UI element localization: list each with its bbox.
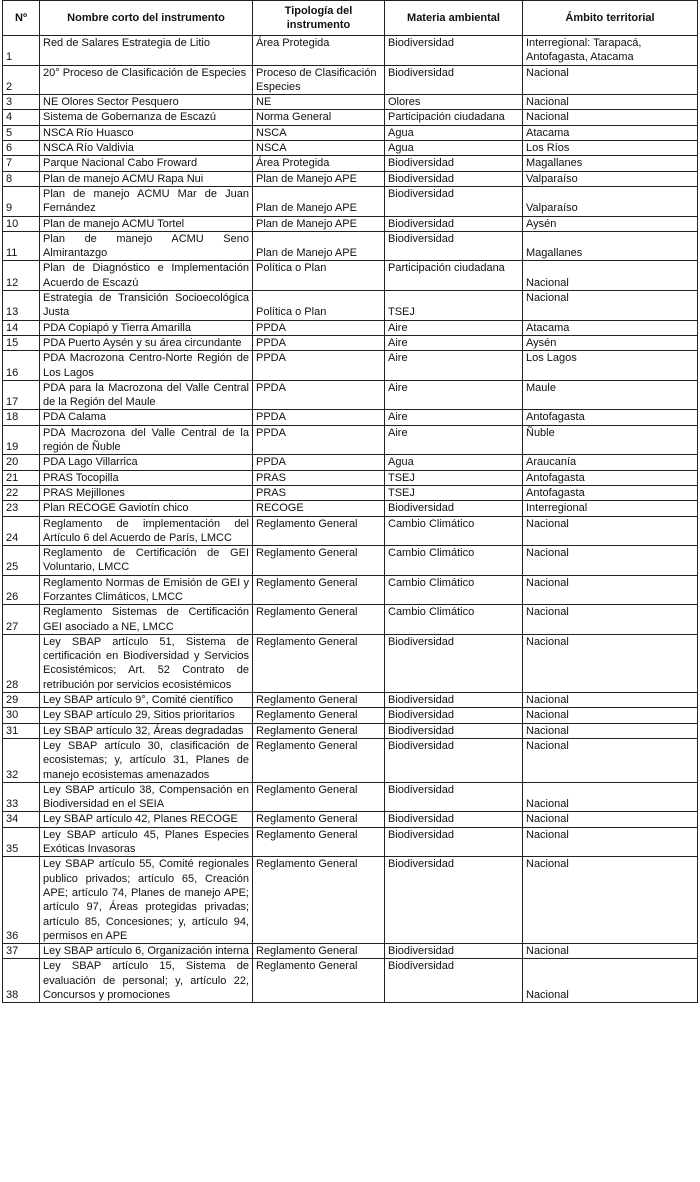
cell-ambito: Araucanía — [523, 455, 698, 470]
cell-ambito: Magallanes — [523, 231, 698, 261]
cell-numero: 13 — [3, 291, 40, 321]
cell-tipologia: Plan de Manejo APE — [253, 186, 385, 216]
cell-ambito: Aysén — [523, 216, 698, 231]
cell-nombre: Ley SBAP artículo 30, clasificación de ecosistemas; y, artículo 31, Planes de manejo ecosistemas amenazados — [40, 738, 253, 782]
cell-tipologia: PPDA — [253, 380, 385, 410]
cell-tipologia: PPDA — [253, 425, 385, 455]
cell-numero: 29 — [3, 693, 40, 708]
table-row — [3, 959, 698, 1003]
cell-numero: 8 — [3, 171, 40, 186]
table-row — [3, 335, 698, 350]
cell-nombre: Plan de Diagnóstico e Implementación Acuerdo de Escazú — [40, 261, 253, 291]
cell-tipologia: Plan de Manejo APE — [253, 216, 385, 231]
cell-nombre: Plan de manejo ACMU Rapa Nui — [40, 171, 253, 186]
cell-nombre: Reglamento Sistemas de Certificación GEI asociado a NE, LMCC — [40, 605, 253, 635]
table-row — [3, 634, 698, 692]
cell-ambito: Nacional — [523, 782, 698, 812]
cell-tipologia: Reglamento General — [253, 516, 385, 546]
cell-numero: 30 — [3, 708, 40, 723]
cell-numero: 3 — [3, 95, 40, 110]
table-row — [3, 546, 698, 576]
cell-tipologia: Reglamento General — [253, 857, 385, 944]
cell-numero: 20 — [3, 455, 40, 470]
cell-numero: 34 — [3, 812, 40, 827]
table-row — [3, 485, 698, 500]
table-row — [3, 141, 698, 156]
cell-materia: Cambio Climático — [385, 575, 523, 605]
cell-nombre: Ley SBAP artículo 51, Sistema de certificación en Biodiversidad y Servicios Ecosistémicos; Art. 52 Contrato de retribución por servicios ecosistémicos — [40, 634, 253, 692]
cell-nombre: NE Olores Sector Pesquero — [40, 95, 253, 110]
cell-ambito: Nacional — [523, 95, 698, 110]
cell-ambito: Nacional — [523, 693, 698, 708]
cell-numero: 23 — [3, 501, 40, 516]
cell-nombre: PDA Calama — [40, 410, 253, 425]
cell-ambito: Los Ríos — [523, 141, 698, 156]
cell-materia: Biodiversidad — [385, 231, 523, 261]
cell-nombre: Plan de manejo ACMU Tortel — [40, 216, 253, 231]
cell-ambito: Maule — [523, 380, 698, 410]
cell-numero: 22 — [3, 485, 40, 500]
cell-tipologia: Proceso de Clasificación Especies — [253, 65, 385, 95]
cell-nombre: PRAS Mejillones — [40, 485, 253, 500]
cell-numero: 12 — [3, 261, 40, 291]
cell-materia: Biodiversidad — [385, 723, 523, 738]
cell-numero: 17 — [3, 380, 40, 410]
cell-materia: Biodiversidad — [385, 216, 523, 231]
header-numero: Nº — [3, 1, 40, 36]
cell-nombre: Ley SBAP artículo 29, Sitios prioritarios — [40, 708, 253, 723]
cell-materia: Biodiversidad — [385, 171, 523, 186]
cell-numero: 19 — [3, 425, 40, 455]
cell-nombre: Ley SBAP artículo 45, Planes Especies Exóticas Invasoras — [40, 827, 253, 857]
cell-materia: Agua — [385, 455, 523, 470]
table-row — [3, 171, 698, 186]
cell-materia: Cambio Climático — [385, 605, 523, 635]
cell-tipologia: Norma General — [253, 110, 385, 125]
cell-ambito: Atacama — [523, 125, 698, 140]
cell-numero: 10 — [3, 216, 40, 231]
cell-nombre: Ley SBAP artículo 38, Compensación en Biodiversidad en el SEIA — [40, 782, 253, 812]
cell-materia: Biodiversidad — [385, 156, 523, 171]
cell-nombre: Reglamento de implementación del Artículo 6 del Acuerdo de París, LMCC — [40, 516, 253, 546]
table-row — [3, 857, 698, 944]
table-row — [3, 827, 698, 857]
cell-ambito: Nacional — [523, 291, 698, 321]
cell-nombre: PDA Copiapó y Tierra Amarilla — [40, 320, 253, 335]
cell-nombre: PDA Lago Villarrica — [40, 455, 253, 470]
cell-tipologia: Área Protegida — [253, 156, 385, 171]
cell-materia: TSEJ — [385, 470, 523, 485]
table-row — [3, 470, 698, 485]
cell-materia: Participación ciudadana — [385, 261, 523, 291]
cell-materia: TSEJ — [385, 485, 523, 500]
cell-nombre: Reglamento Normas de Emisión de GEI y Forzantes Climáticos, LMCC — [40, 575, 253, 605]
cell-materia: Cambio Climático — [385, 516, 523, 546]
cell-tipologia: PPDA — [253, 335, 385, 350]
cell-materia: Biodiversidad — [385, 827, 523, 857]
cell-nombre: Ley SBAP artículo 9°, Comité científico — [40, 693, 253, 708]
cell-numero: 2 — [3, 65, 40, 95]
cell-numero: 31 — [3, 723, 40, 738]
cell-materia: Cambio Climático — [385, 546, 523, 576]
cell-nombre: Ley SBAP artículo 6, Organización interna — [40, 944, 253, 959]
cell-ambito: Atacama — [523, 320, 698, 335]
cell-materia: Agua — [385, 125, 523, 140]
cell-ambito: Nacional — [523, 605, 698, 635]
cell-materia: Agua — [385, 141, 523, 156]
cell-materia: Biodiversidad — [385, 959, 523, 1003]
table-row — [3, 291, 698, 321]
cell-ambito: Nacional — [523, 857, 698, 944]
cell-ambito: Nacional — [523, 827, 698, 857]
cell-tipologia: PPDA — [253, 410, 385, 425]
cell-materia: Biodiversidad — [385, 65, 523, 95]
cell-tipologia: Plan de Manejo APE — [253, 171, 385, 186]
cell-materia: Biodiversidad — [385, 501, 523, 516]
cell-ambito: Nacional — [523, 708, 698, 723]
cell-materia: Biodiversidad — [385, 812, 523, 827]
cell-nombre: Ley SBAP artículo 55, Comité regionales publico privados; artículo 65, Creación APE; artículo 74, Planes de manejo APE; artículo 97, Áreas protegidas privadas; artículo 85, Concesiones; y, artículo 94, permisos en APE — [40, 857, 253, 944]
table-row — [3, 380, 698, 410]
cell-ambito: Antofagasta — [523, 485, 698, 500]
cell-nombre: Plan RECOGE Gaviotín chico — [40, 501, 253, 516]
cell-ambito: Nacional — [523, 723, 698, 738]
cell-numero: 28 — [3, 634, 40, 692]
cell-tipologia: Reglamento General — [253, 723, 385, 738]
header-row — [3, 1, 698, 36]
cell-tipologia: Reglamento General — [253, 782, 385, 812]
instruments-table — [2, 0, 698, 1003]
cell-nombre: Ley SBAP artículo 32, Áreas degradadas — [40, 723, 253, 738]
cell-ambito: Antofagasta — [523, 410, 698, 425]
cell-ambito: Nacional — [523, 65, 698, 95]
cell-tipologia: NE — [253, 95, 385, 110]
cell-materia: TSEJ — [385, 291, 523, 321]
cell-materia: Aire — [385, 380, 523, 410]
cell-numero: 37 — [3, 944, 40, 959]
cell-nombre: NSCA Río Valdivia — [40, 141, 253, 156]
table-row — [3, 231, 698, 261]
cell-materia: Aire — [385, 335, 523, 350]
cell-tipologia: Reglamento General — [253, 959, 385, 1003]
cell-numero: 15 — [3, 335, 40, 350]
cell-nombre: Reglamento de Certificación de GEI Voluntario, LMCC — [40, 546, 253, 576]
cell-ambito: Nacional — [523, 575, 698, 605]
cell-ambito: Valparaíso — [523, 186, 698, 216]
table-row — [3, 65, 698, 95]
cell-tipologia: Reglamento General — [253, 634, 385, 692]
table-row — [3, 110, 698, 125]
cell-materia: Biodiversidad — [385, 186, 523, 216]
cell-tipologia: Reglamento General — [253, 546, 385, 576]
cell-materia: Biodiversidad — [385, 944, 523, 959]
cell-ambito: Valparaíso — [523, 171, 698, 186]
table-row — [3, 36, 698, 66]
cell-numero: 7 — [3, 156, 40, 171]
cell-nombre: PDA para la Macrozona del Valle Central de la Región del Maule — [40, 380, 253, 410]
cell-nombre: Ley SBAP artículo 42, Planes RECOGE — [40, 812, 253, 827]
table-row — [3, 782, 698, 812]
cell-numero: 14 — [3, 320, 40, 335]
cell-tipologia: Área Protegida — [253, 36, 385, 66]
cell-materia: Biodiversidad — [385, 693, 523, 708]
cell-tipologia: Reglamento General — [253, 708, 385, 723]
cell-tipologia: Reglamento General — [253, 693, 385, 708]
cell-materia: Biodiversidad — [385, 857, 523, 944]
cell-ambito: Antofagasta — [523, 470, 698, 485]
cell-materia: Aire — [385, 320, 523, 335]
cell-materia: Aire — [385, 425, 523, 455]
cell-tipologia: Reglamento General — [253, 812, 385, 827]
cell-ambito: Nacional — [523, 738, 698, 782]
table-row — [3, 723, 698, 738]
cell-ambito: Nacional — [523, 944, 698, 959]
table-row — [3, 320, 698, 335]
cell-numero: 24 — [3, 516, 40, 546]
cell-tipologia: NSCA — [253, 141, 385, 156]
cell-numero: 27 — [3, 605, 40, 635]
cell-ambito: Nacional — [523, 812, 698, 827]
cell-tipologia: PPDA — [253, 320, 385, 335]
header-materia: Materia ambiental — [385, 1, 523, 36]
cell-materia: Biodiversidad — [385, 36, 523, 66]
cell-tipologia: PRAS — [253, 485, 385, 500]
cell-ambito: Nacional — [523, 959, 698, 1003]
cell-numero: 32 — [3, 738, 40, 782]
cell-nombre: PDA Puerto Aysén y su área circundante — [40, 335, 253, 350]
cell-nombre: Red de Salares Estrategia de Litio — [40, 36, 253, 66]
cell-ambito: Nacional — [523, 110, 698, 125]
header-ambito: Ámbito territorial — [523, 1, 698, 36]
table-row — [3, 351, 698, 381]
table-row — [3, 516, 698, 546]
table-row — [3, 738, 698, 782]
table-row — [3, 156, 698, 171]
cell-tipologia: Reglamento General — [253, 605, 385, 635]
cell-nombre: Plan de manejo ACMU Seno Almirantazgo — [40, 231, 253, 261]
cell-ambito: Interregional: Tarapacá, Antofagasta, Atacama — [523, 36, 698, 66]
cell-materia: Aire — [385, 410, 523, 425]
table-row — [3, 125, 698, 140]
cell-nombre: Parque Nacional Cabo Froward — [40, 156, 253, 171]
cell-numero: 16 — [3, 351, 40, 381]
cell-ambito: Nacional — [523, 634, 698, 692]
cell-materia: Participación ciudadana — [385, 110, 523, 125]
cell-numero: 25 — [3, 546, 40, 576]
cell-numero: 35 — [3, 827, 40, 857]
cell-numero: 36 — [3, 857, 40, 944]
cell-ambito: Aysén — [523, 335, 698, 350]
cell-numero: 18 — [3, 410, 40, 425]
table-row — [3, 425, 698, 455]
table-row — [3, 708, 698, 723]
cell-nombre: Estrategia de Transición Socioecológica Justa — [40, 291, 253, 321]
cell-numero: 1 — [3, 36, 40, 66]
cell-tipologia: PRAS — [253, 470, 385, 485]
table-row — [3, 693, 698, 708]
cell-ambito: Ñuble — [523, 425, 698, 455]
cell-numero: 11 — [3, 231, 40, 261]
header-tipologia: Tipología del instrumento — [253, 1, 385, 36]
cell-nombre: PDA Macrozona del Valle Central de la región de Ñuble — [40, 425, 253, 455]
cell-ambito: Los Lagos — [523, 351, 698, 381]
cell-nombre: Plan de manejo ACMU Mar de Juan Fernández — [40, 186, 253, 216]
cell-tipologia: Política o Plan — [253, 291, 385, 321]
cell-tipologia: Reglamento General — [253, 738, 385, 782]
cell-ambito: Nacional — [523, 546, 698, 576]
cell-ambito: Magallanes — [523, 156, 698, 171]
table-row — [3, 944, 698, 959]
cell-nombre: PRAS Tocopilla — [40, 470, 253, 485]
cell-numero: 21 — [3, 470, 40, 485]
cell-ambito: Nacional — [523, 261, 698, 291]
table-row — [3, 186, 698, 216]
cell-numero: 38 — [3, 959, 40, 1003]
cell-tipologia: NSCA — [253, 125, 385, 140]
cell-ambito: Interregional — [523, 501, 698, 516]
cell-materia: Biodiversidad — [385, 634, 523, 692]
table-row — [3, 501, 698, 516]
table-body — [3, 36, 698, 1003]
cell-nombre: 20° Proceso de Clasificación de Especies — [40, 65, 253, 95]
cell-numero: 33 — [3, 782, 40, 812]
table-row — [3, 216, 698, 231]
cell-nombre: PDA Macrozona Centro-Norte Región de Los Lagos — [40, 351, 253, 381]
cell-tipologia: PPDA — [253, 351, 385, 381]
cell-tipologia: Reglamento General — [253, 944, 385, 959]
cell-materia: Biodiversidad — [385, 738, 523, 782]
table-row — [3, 605, 698, 635]
cell-ambito: Nacional — [523, 516, 698, 546]
cell-materia: Biodiversidad — [385, 708, 523, 723]
cell-nombre: NSCA Río Huasco — [40, 125, 253, 140]
cell-nombre: Sistema de Gobernanza de Escazú — [40, 110, 253, 125]
table-row — [3, 95, 698, 110]
cell-materia: Aire — [385, 351, 523, 381]
table-row — [3, 410, 698, 425]
cell-numero: 9 — [3, 186, 40, 216]
header-nombre: Nombre corto del instrumento — [40, 1, 253, 36]
cell-nombre: Ley SBAP artículo 15, Sistema de evaluación de personal; y, artículo 22, Concursos y promociones — [40, 959, 253, 1003]
cell-materia: Biodiversidad — [385, 782, 523, 812]
cell-tipologia: Reglamento General — [253, 575, 385, 605]
cell-materia: Olores — [385, 95, 523, 110]
table-row — [3, 575, 698, 605]
table-row — [3, 261, 698, 291]
table-row — [3, 812, 698, 827]
cell-tipologia: Reglamento General — [253, 827, 385, 857]
cell-tipologia: Política o Plan — [253, 261, 385, 291]
cell-numero: 6 — [3, 141, 40, 156]
cell-numero: 26 — [3, 575, 40, 605]
cell-numero: 5 — [3, 125, 40, 140]
cell-tipologia: RECOGE — [253, 501, 385, 516]
cell-tipologia: Plan de Manejo APE — [253, 231, 385, 261]
table-row — [3, 455, 698, 470]
cell-tipologia: PPDA — [253, 455, 385, 470]
cell-numero: 4 — [3, 110, 40, 125]
